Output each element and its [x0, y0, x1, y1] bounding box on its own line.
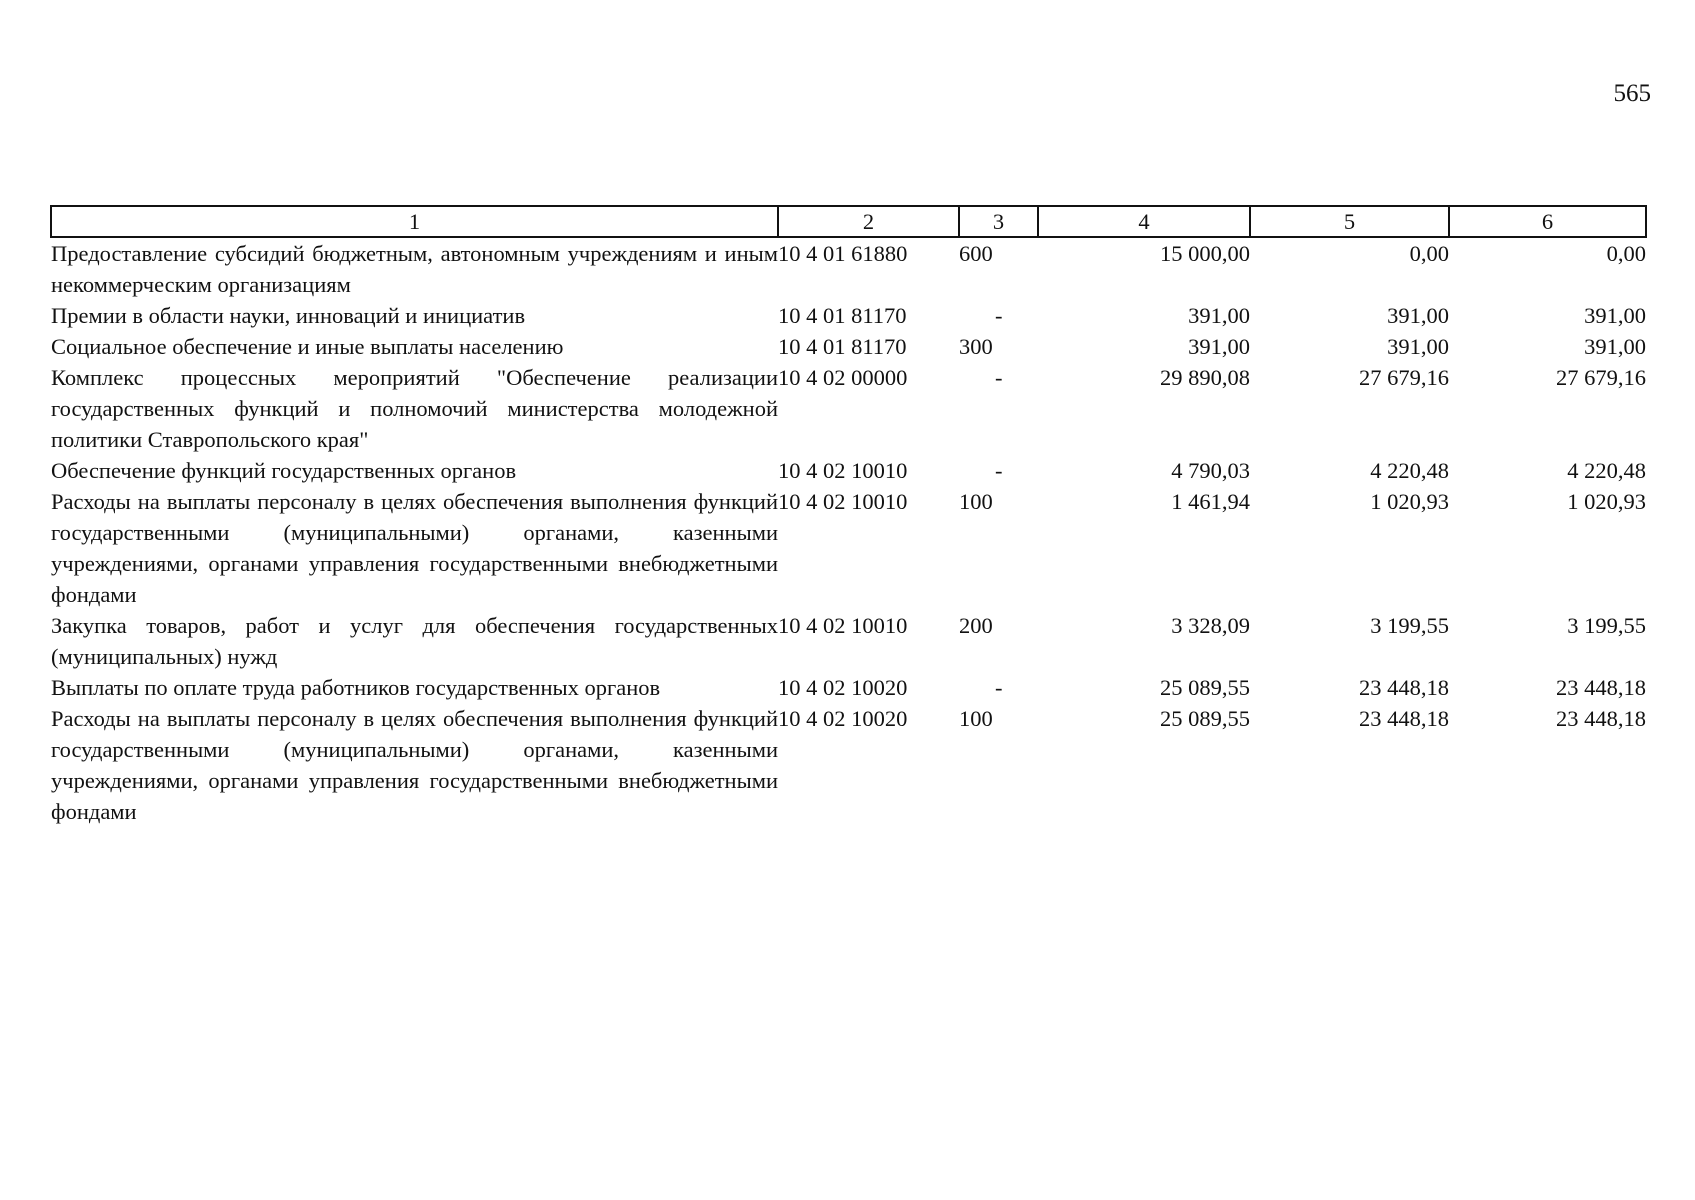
- row-name: Закупка товаров, работ и услуг для обеспечения государственных (муниципальных) нужд: [51, 613, 778, 669]
- row-value-col6: 3 199,55: [1567, 613, 1646, 638]
- row-value-col6: 391,00: [1584, 334, 1646, 359]
- table-row: [51, 331, 1646, 362]
- row-value-col5: 0,00: [1409, 241, 1449, 266]
- row-name: Расходы на выплаты персоналу в целях обеспечения выполнения функций государственными (муниципальными) органами, казенными учреждениями, органами управления государственными внебюджетными фондами: [51, 489, 778, 607]
- row-code: 10 4 02 00000: [778, 365, 908, 390]
- column-header: 5: [1250, 206, 1449, 237]
- row-value-col6: 27 679,16: [1556, 365, 1646, 390]
- table-row: [51, 362, 1646, 455]
- row-name: Обеспечение функций государственных органов: [51, 458, 517, 483]
- row-value-col6: 23 448,18: [1556, 706, 1646, 731]
- row-type: 600: [959, 241, 993, 266]
- row-value-col4: 391,00: [1188, 303, 1250, 328]
- row-code: 10 4 02 10010: [778, 458, 908, 483]
- row-value-col6: 4 220,48: [1567, 458, 1646, 483]
- row-value-col5: 23 448,18: [1359, 706, 1449, 731]
- row-type: 200: [959, 613, 993, 638]
- table-row: [51, 610, 1646, 672]
- table-row: [51, 486, 1646, 610]
- row-value-col4: 29 890,08: [1160, 365, 1250, 390]
- row-value-col4: 3 328,09: [1171, 613, 1250, 638]
- row-name: Комплекс процессных мероприятий "Обеспечение реализации государственных функций и полномочий министерства молодежной политики Ставропольского края": [51, 365, 778, 452]
- page-number: 565: [1613, 80, 1651, 107]
- row-value-col5: 1 020,93: [1370, 489, 1449, 514]
- row-name: Премии в области науки, инноваций и инициатив: [51, 303, 526, 328]
- row-value-col4: 4 790,03: [1171, 458, 1250, 483]
- row-value-col5: 3 199,55: [1370, 613, 1449, 638]
- row-code: 10 4 02 10010: [778, 489, 908, 514]
- row-value-col5: 391,00: [1387, 303, 1449, 328]
- row-code: 10 4 02 10020: [778, 675, 908, 700]
- table-row: [51, 703, 1646, 827]
- row-code: 10 4 01 61880: [778, 241, 908, 266]
- row-value-col5: 4 220,48: [1370, 458, 1449, 483]
- row-value-col5: 391,00: [1387, 334, 1449, 359]
- row-name: Выплаты по оплате труда работников государственных органов: [51, 675, 661, 700]
- row-value-col5: 23 448,18: [1359, 675, 1449, 700]
- row-name: Предоставление субсидий бюджетным, автономным учреждениям и иным некоммерческим организациям: [51, 241, 778, 297]
- row-value-col4: 25 089,55: [1160, 675, 1250, 700]
- row-type: 100: [959, 706, 993, 731]
- row-value-col6: 391,00: [1584, 303, 1646, 328]
- row-value-col4: 25 089,55: [1160, 706, 1250, 731]
- row-code: 10 4 02 10010: [778, 613, 908, 638]
- header-row: [51, 206, 1646, 237]
- row-type: 100: [959, 489, 993, 514]
- column-header: 2: [778, 206, 959, 237]
- table-header: [51, 206, 1646, 237]
- column-header: 1: [51, 206, 778, 237]
- row-type: -: [995, 675, 1003, 700]
- row-code: 10 4 01 81170: [778, 334, 907, 359]
- table-row: [51, 237, 1646, 300]
- row-type: -: [995, 458, 1003, 483]
- row-name: Социальное обеспечение и иные выплаты населению: [51, 334, 564, 359]
- row-value-col4: 15 000,00: [1160, 241, 1250, 266]
- table-row: [51, 672, 1646, 703]
- column-header: 6: [1449, 206, 1646, 237]
- row-type: 300: [959, 334, 993, 359]
- column-header: 4: [1038, 206, 1250, 237]
- table-row: [51, 455, 1646, 486]
- row-value-col6: 1 020,93: [1567, 489, 1646, 514]
- row-code: 10 4 01 81170: [778, 303, 907, 328]
- row-value-col4: 1 461,94: [1171, 489, 1250, 514]
- row-value-col6: 23 448,18: [1556, 675, 1646, 700]
- budget-table: [50, 205, 1647, 827]
- column-header: 3: [959, 206, 1038, 237]
- row-value-col5: 27 679,16: [1359, 365, 1449, 390]
- row-type: -: [995, 303, 1003, 328]
- row-value-col6: 0,00: [1606, 241, 1646, 266]
- table-row: [51, 300, 1646, 331]
- row-type: -: [995, 365, 1003, 390]
- row-code: 10 4 02 10020: [778, 706, 908, 731]
- row-name: Расходы на выплаты персоналу в целях обеспечения выполнения функций государственными (муниципальными) органами, казенными учреждениями, органами управления государственными внебюджетными фондами: [51, 706, 778, 824]
- row-value-col4: 391,00: [1188, 334, 1250, 359]
- table-body: [51, 237, 1646, 827]
